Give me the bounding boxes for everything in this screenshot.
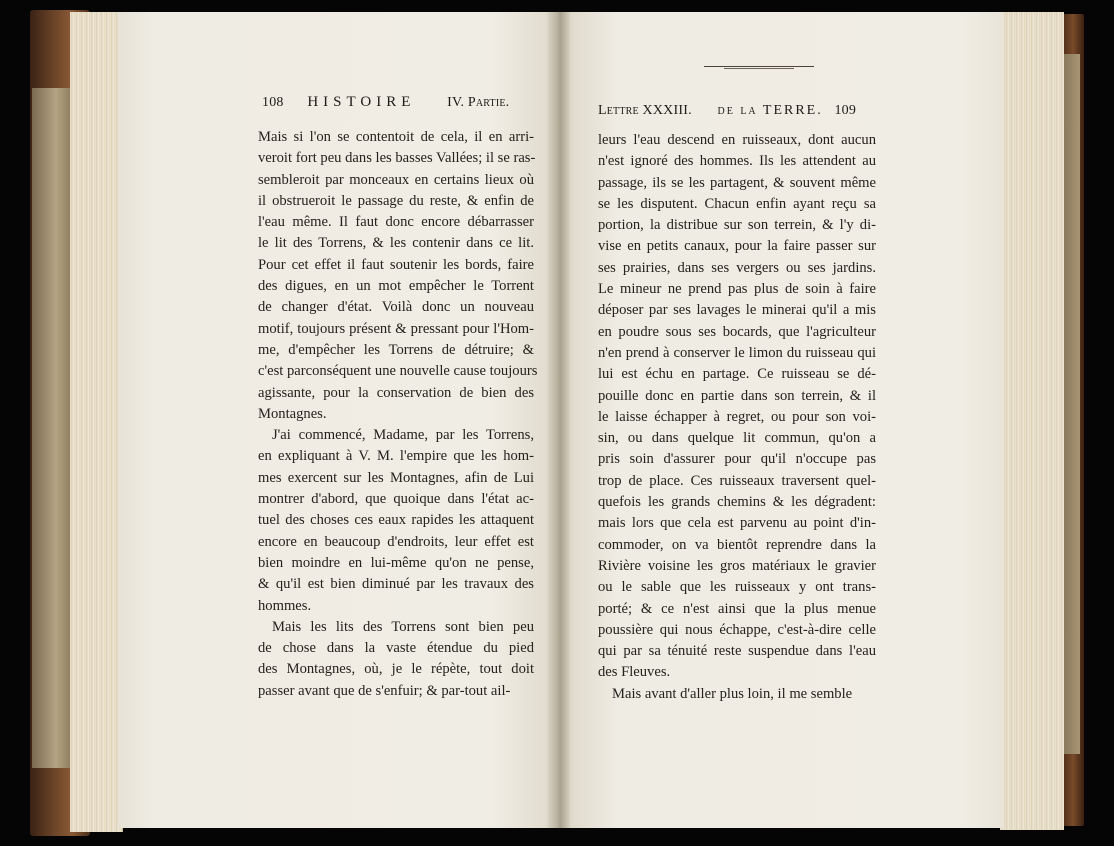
text-line: des Montagnes, où, je le répète, tout doit (258, 661, 534, 678)
text-line: déposer par ses lavages le minerai qu'il a mis (598, 302, 876, 319)
right-text-block (598, 130, 876, 705)
text-line: veroit fort peu dans les basses Vallées; il se ras- (258, 150, 536, 167)
text-line: sembleroit par monceaux en certains lieux où (258, 171, 534, 188)
text-line: vise en petits canaux, pour la faire passer sur (598, 238, 876, 255)
text-line: commoder, on va bientôt reprendre dans la (598, 536, 876, 553)
text-line: Rivière voisine les gros matériaux le gravier (598, 557, 876, 574)
text-line: me, d'empêcher les Torrens de détruire; & (258, 341, 534, 358)
text-line: passage, ils se les partagent, & souvent même (598, 174, 876, 191)
text-line: Montagnes. (258, 405, 327, 422)
text-line: porté; & ce n'est ainsi que la plus menue (598, 600, 876, 617)
text-line: ou le sable que les ruisseaux y ont trans- (598, 579, 876, 596)
text-line: quefois les grands chemins & les dégradent: (598, 494, 876, 511)
left-text-block (258, 127, 538, 702)
text-line: hommes. (258, 597, 312, 614)
right-running-head (598, 103, 856, 119)
left-page-number: 108 (262, 95, 284, 110)
text-line: l'eau même. Il faut donc encore débarrasser (258, 214, 534, 231)
text-line: de chose dans la vaste étendue du pied (258, 640, 534, 657)
left-running-title: HISTOIRE (307, 94, 416, 110)
text-line: encore en beaucoup d'endroits, leur effet est (258, 533, 534, 550)
text-line: Pour cet effet il faut soutenir les bords, faire (258, 256, 534, 273)
text-line: motif, toujours présent & pressant pour l'Hom- (258, 320, 534, 337)
left-running-part: IV. Partie. (447, 95, 510, 110)
text-line: il obstrueroit le passage du reste, & enfin de (258, 192, 534, 209)
text-line: montrer d'abord, que quoique dans l'état ac- (258, 491, 534, 508)
text-line: sin, ou dans quelque lit commun, qu'on a (598, 430, 876, 447)
text-line: Mais les lits des Torrens sont bien peu (272, 618, 534, 635)
text-line: le lit des Torrens, & les contenir dans ce lit. (258, 235, 534, 252)
text-line: des Fleuves. (598, 664, 671, 681)
left-running-head (262, 94, 509, 111)
text-line: ses prairies, dans ses vergers ou ses jardins. (598, 259, 876, 276)
text-line: mes exercent sur les Montagnes, afin de Lui (258, 469, 534, 486)
left-page-block-edge (70, 12, 123, 832)
text-line: bien moindre en lui-même qu'on ne pense, (258, 554, 534, 571)
text-line: lui est échu en partage. Ce ruisseau se dé- (598, 366, 876, 383)
text-line: n'en prend à conserver le limon du ruisseau qui (598, 344, 876, 361)
text-line: n'est ignoré des hommes. Ils les attendent au (598, 153, 876, 170)
text-line: Mais avant d'aller plus loin, il me semble (612, 685, 853, 702)
text-line: Mais si l'on se contentoit de cela, il en arri- (258, 129, 534, 145)
text-line: en expliquant à V. M. l'empire que les hom- (258, 448, 534, 465)
right-page-number: 109 (834, 103, 857, 118)
text-line: poussière qui nous échappe, c'est-à-dire celle (598, 621, 876, 638)
text-line: mais lors que cela est parvenu au point d'in- (598, 515, 876, 532)
text-line: se les disputent. Chacun enfin ayant reçu sa (598, 195, 876, 212)
text-line: le laisse échapper à regret, ou pour son voi- (598, 408, 876, 425)
text-line: de changer d'état. Voilà donc un nouveau (258, 299, 534, 316)
text-line: c'est parconséquent une nouvelle cause toujours (258, 363, 538, 380)
text-line: pris soin d'assurer pour qu'il n'occupe pas (598, 451, 876, 468)
right-running-title: de la TERRE. (717, 103, 823, 118)
text-line: agissante, pour la conservation de bien des (258, 384, 534, 401)
text-line: des digues, en un mot empêcher le Torrent (258, 278, 534, 295)
text-line: leurs l'eau descend en ruisseaux, dont aucun (598, 132, 876, 148)
text-line: & qu'il est bien diminué par les travaux des (258, 576, 534, 593)
text-line: qui par sa ténuité reste suspendue dans l'eau (598, 643, 876, 660)
text-line: en poudre sous ses bocards, que l'agriculteur (598, 323, 876, 340)
text-line: passer avant que de s'enfuir; & par-tout ail- (258, 682, 511, 699)
right-cover-edge (1062, 14, 1084, 826)
header-ornament (704, 66, 814, 73)
text-line: portion, la distribue sur son terrein, & l'y di- (598, 217, 876, 234)
text-line: trop de place. Ces ruisseaux traversent quel- (598, 472, 876, 489)
text-line: Le mineur ne prend pas plus de soin à faire (598, 281, 876, 298)
text-line: J'ai commencé, Madame, par les Torrens, (272, 427, 534, 444)
book-gutter (548, 12, 570, 828)
right-running-letter: Lettre XXXIII. (598, 103, 692, 118)
text-line: pouille donc en partie dans son terrein, & il (598, 387, 876, 404)
right-page-block-edge (1000, 12, 1064, 830)
text-line: tuel des choses ces eaux rapides les attaquent (258, 512, 534, 529)
